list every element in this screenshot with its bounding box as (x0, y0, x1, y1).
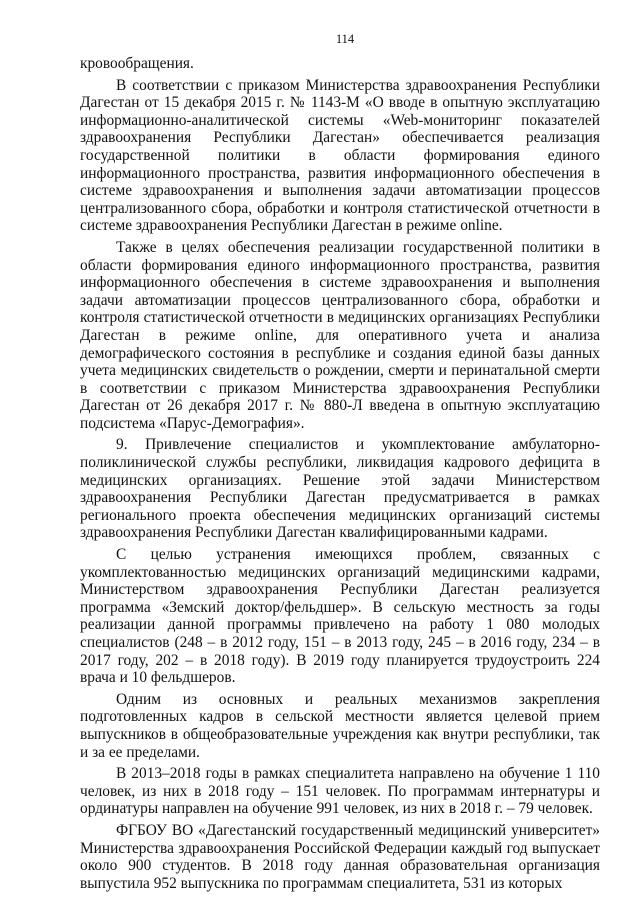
paragraph-continuation: кровообращения. (80, 55, 194, 72)
paragraph-2013-2018: В 2013–2018 годы в рамках специалитета направлено на обучение 1 110 человек, из них в 2018 году – 151 человек. По программам интернатуры и ординатуры направлен на обучение 991 человек, из них в 2018 г. – 79 человек. (80, 765, 600, 818)
paragraph-university: ФГБОУ ВО «Дагестанский государственный медицинский университет» Министерства здравоохранения Российской Федерации каждый год выпускает около 900 студентов. В 2018 году данная образовательная организация выпустила 952 выпускника по программам специалитета, 531 из которых (80, 821, 600, 892)
paragraph-item-9: 9. Привлечение специалистов и укомплектование амбулаторно-поликлинической службы республики, ликвидация кадрового дефицита в медицинских организациях. Решение этой задачи Министерством здравоохранения Республики Дагестан предусматривается в рамках регионального проекта обеспечения медицинских организаций системы здравоохранения Республики Дагестан квалифицированными кадрами. (80, 436, 600, 542)
paragraph-parus-demography: Также в целях обеспечения реализации государственной политики в области формирования единого информационного пространства, развития информационного обеспечения в системе здравоохранения и выполнения задачи автоматизации процессов централизованного сбора, обработки и контроля статистической отчетности в медицинских организациях Республики Дагестан в режиме online, для оперативного учета и анализа демографического состояния в республике и создания единой базы данных учета медицинских свидетельств о рождении, смерти и перинатальной смерти в соответствии с приказом Министерства здравоохранения Республики Дагестан от 26 декабря 2017 г. № 880-Л введена в опытную эксплуатацию подсистема «Парус-Демография». (80, 238, 600, 432)
paragraph-targeted-admission: Одним из основных и реальных механизмов закрепления подготовленных кадров в сельской местности является целевой прием выпускников в общеобразовательные учреждения как внутри республики, так и за ее пределами. (80, 690, 600, 761)
page-number: 114 (335, 32, 355, 46)
paragraph-zemsky-doctor: С целью устранения имеющихся проблем, связанных с укомплектованностью медицинских организаций медицинскими кадрами, Министерством здравоохранения Республики Дагестан реализуется программа «Земский доктор/фельдшер». В сельскую местность за годы реализации данной программы привлечено на работу 1 080 молодых специалистов (248 – в 2012 году, 151 – в 2013 году, 245 – в 2016 году, 234 – в 2017 году, 202 – в 2018 году). В 2019 году планируется трудоустроить 224 врача и 10 фельдшеров. (80, 546, 600, 687)
paragraph-web-monitoring: В соответствии с приказом Министерства здравоохранения Республики Дагестан от 15 декабря 2015 г. № 1143-М «О вводе в опытную эксплуатацию информационно-аналитической системы «Web-мониторинг показателей здравоохранения Республики Дагестан» обеспечивается реализация государственной политики в области формирования единого информационного пространства, развития информационного обеспечения в системе здравоохранения и выполнения задачи автоматизации процессов централизованного сбора, обработки и контроля статистической отчетности в системе здравоохранения Республики Дагестан в режиме online. (80, 76, 600, 235)
